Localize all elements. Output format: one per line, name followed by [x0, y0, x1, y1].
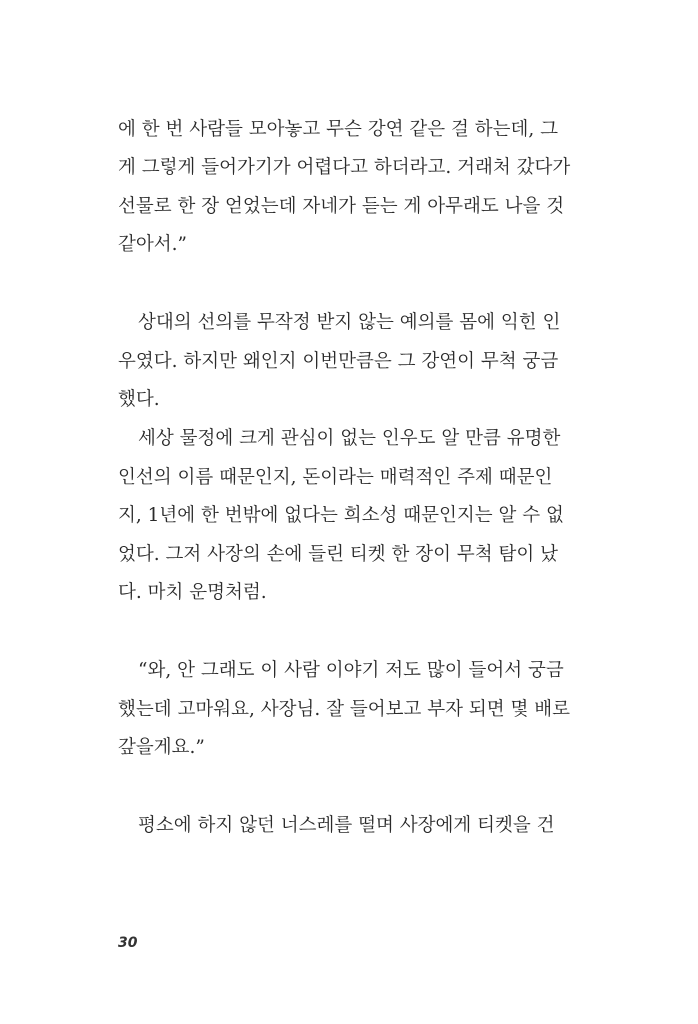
- text-line: 같아서.”: [118, 234, 187, 255]
- text-line: 우였다. 하지만 왜인지 이번만큼은 그 강연이 무척 궁금: [118, 351, 559, 372]
- text-line: 세상 물정에 크게 관심이 없는 인우도 알 만큼 유명한: [138, 428, 561, 449]
- text-line: “와, 안 그래도 이 사람 이야기 저도 많이 들어서 궁금: [138, 660, 564, 681]
- text-line: 인선의 이름 때문인지, 돈이라는 매력적인 주제 때문인: [118, 467, 553, 488]
- page-number: 30: [118, 935, 138, 951]
- text-line: 다. 마치 운명처럼.: [118, 582, 267, 603]
- text-line: 갚을게요.”: [118, 737, 205, 758]
- text-line: 지, 1년에 한 번밖에 없다는 희소성 때문인지는 알 수 없: [118, 505, 564, 526]
- text-line: 선물로 한 장 얻었는데 자네가 듣는 게 아무래도 나을 것: [118, 196, 565, 217]
- text-line: 게 그렇게 들어가기가 어렵다고 하더라고. 거래처 갔다가: [118, 157, 571, 178]
- text-line: 평소에 하지 않던 너스레를 떨며 사장에게 티켓을 건: [138, 815, 555, 836]
- text-line: 에 한 번 사람들 모아놓고 무슨 강연 같은 걸 하는데, 그: [118, 119, 558, 140]
- text-line: 상대의 선의를 무작정 받지 않는 예의를 몸에 익힌 인: [138, 312, 561, 333]
- text-line: 었다. 그저 사장의 손에 들린 티켓 한 장이 무척 탐이 났: [118, 544, 558, 565]
- text-line: 했다.: [118, 389, 160, 410]
- text-line: 했는데 고마워요, 사장님. 잘 들어보고 부자 되면 몇 배로: [118, 699, 570, 720]
